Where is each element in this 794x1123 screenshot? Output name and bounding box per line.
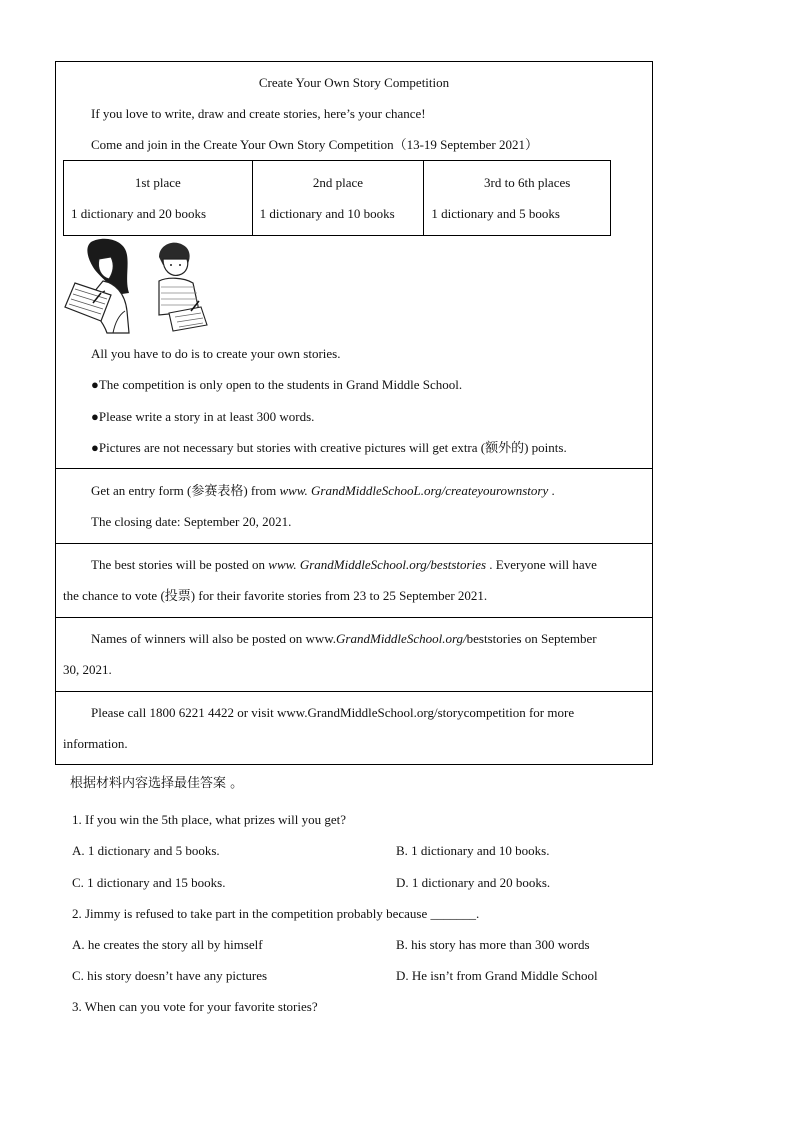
entry-text-end: . — [548, 483, 555, 498]
contact-line1: Please call 1800 6221 4422 or visit www.GrandMiddleSchool.org/storycompetition for more — [91, 705, 575, 720]
closing-date: The closing date: September 20, 2021. — [91, 514, 292, 529]
best-text: The best stories will be posted on — [91, 557, 269, 572]
q1-option-a[interactable]: A. 1 dictionary and 5 books. — [72, 843, 220, 858]
notice-intro: If you love to write, draw and create stories, here’s your chance! — [91, 106, 426, 121]
prize-value: 1 dictionary and 5 books — [431, 206, 560, 221]
prize-place: 1st place — [134, 175, 181, 190]
prize-value: 1 dictionary and 20 books — [71, 206, 207, 221]
best-stories-line1 — [91, 557, 597, 573]
q2-option-d[interactable]: D. He isn’t from Grand Middle School — [396, 968, 598, 983]
question-2: 2. Jimmy is refused to take part in the competition probably because _______. — [72, 906, 480, 921]
winners-text-end: beststories on September — [466, 631, 597, 646]
contact-section — [56, 691, 652, 764]
prize-column-3rd-6th — [423, 161, 610, 235]
rule-2: ●Please write a story in at least 300 words. — [91, 409, 315, 424]
prize-table — [63, 160, 611, 236]
rule-3: ●Pictures are not necessary but stories with creative pictures will get extra (额外的) points. — [91, 440, 567, 455]
entry-section — [56, 468, 652, 543]
instruction: 根据材料内容选择最佳答案 。 — [70, 776, 244, 791]
entry-text: Get an entry form (参赛表格) from — [91, 483, 280, 498]
winners-url[interactable]: GrandMiddleSchool.org/ — [336, 631, 467, 646]
notice-todo: All you have to do is to create your own stories. — [91, 346, 341, 361]
notice-join: Come and join in the Create Your Own Story Competition（13-19 September 2021） — [91, 137, 539, 152]
competition-notice — [55, 61, 653, 765]
q1-option-c[interactable]: C. 1 dictionary and 15 books. — [72, 875, 226, 890]
q2-option-a[interactable]: A. he creates the story all by himself — [72, 937, 263, 952]
winners-section — [56, 617, 652, 691]
question-1: 1. If you win the 5th place, what prizes will you get? — [72, 812, 347, 827]
best-stories-line2: the chance to vote (投票) for their favorite stories from 23 to 25 September 2021. — [63, 588, 488, 603]
q1-option-b[interactable]: B. 1 dictionary and 10 books. — [396, 843, 550, 858]
winners-line2: 30, 2021. — [63, 662, 112, 677]
rule-1: ●The competition is only open to the students in Grand Middle School. — [91, 377, 463, 392]
students-writing-illustration — [63, 237, 213, 335]
prize-column-1st — [64, 161, 252, 235]
best-text-end: . Everyone will have — [486, 557, 597, 572]
best-stories-url[interactable]: www. GrandMiddleSchool.org/beststories — [268, 557, 487, 572]
prize-place: 3rd to 6th places — [484, 175, 571, 190]
notice-main-section — [56, 62, 652, 468]
q1-option-d[interactable]: D. 1 dictionary and 20 books. — [396, 875, 551, 890]
q2-option-b[interactable]: B. his story has more than 300 words — [396, 937, 590, 952]
prize-value: 1 dictionary and 10 books — [259, 206, 395, 221]
q2-option-c[interactable]: C. his story doesn’t have any pictures — [72, 968, 268, 983]
winners-text: Names of winners will also be posted on www. — [91, 631, 337, 646]
entry-form-text — [91, 483, 555, 499]
prize-column-2nd — [252, 161, 424, 235]
prize-place: 2nd place — [312, 175, 364, 190]
entry-url[interactable]: www. GrandMiddleSchooL.org/createyourownstory — [279, 483, 549, 498]
best-stories-section — [56, 543, 652, 617]
notice-title: Create Your Own Story Competition — [258, 75, 450, 90]
question-3: 3. When can you vote for your favorite stories? — [72, 999, 318, 1014]
winners-line1 — [91, 631, 597, 647]
contact-line2: information. — [63, 736, 128, 751]
